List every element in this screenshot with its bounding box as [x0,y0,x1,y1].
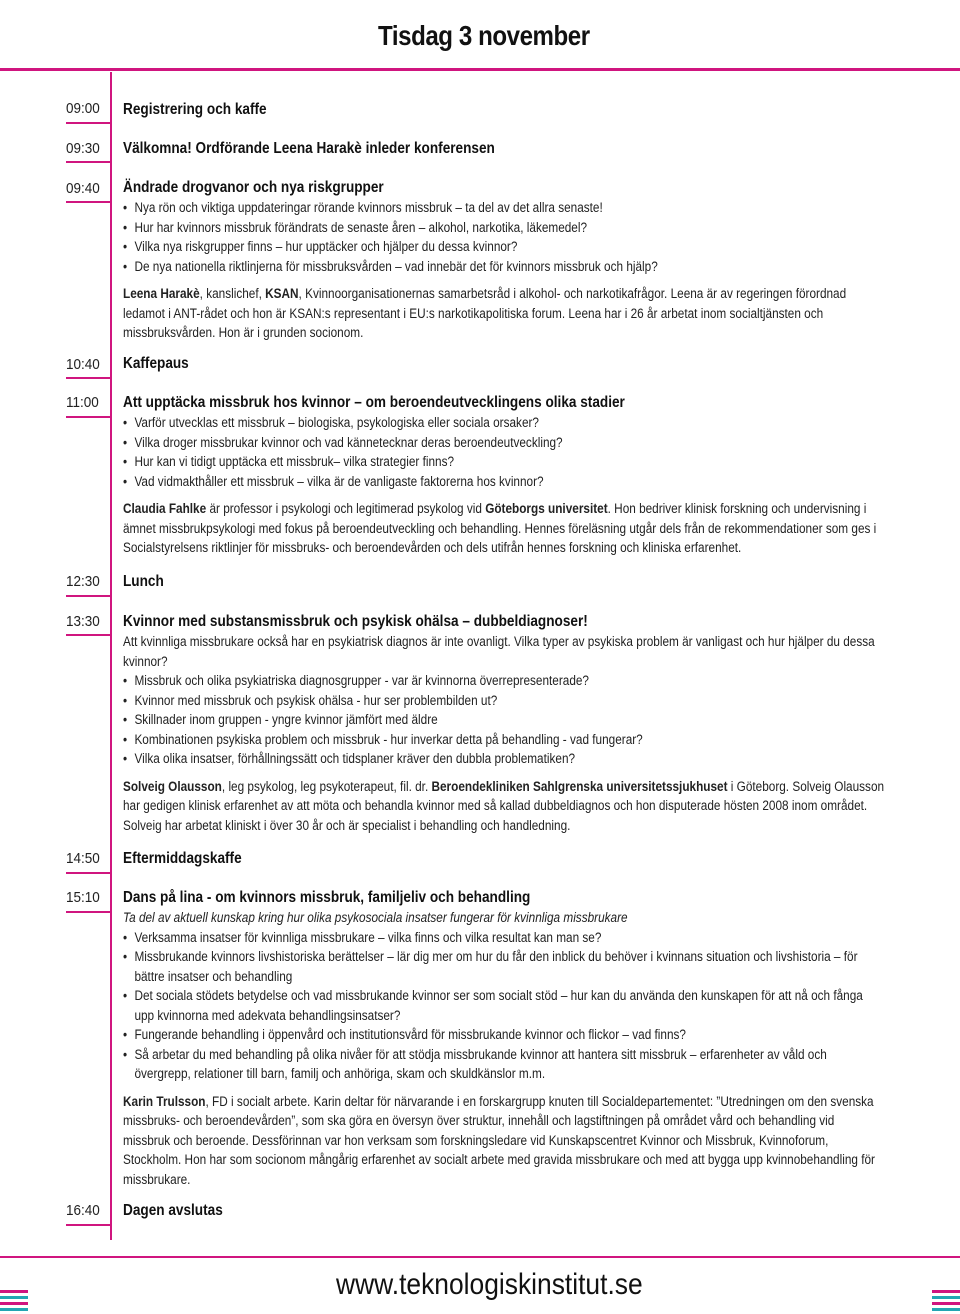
list-item: • Missbrukande kvinnors livshistoriska berättelser – lär dig mer om hur du får den inblick du behöver i kvinnans situation och livshistoria – för bättre insatser och behandling [123,947,884,986]
list-item: • Varför utvecklas ett missbruk – biologiska, psykologiska eller sociala orsaker? [123,413,884,433]
speaker-bio: Claudia Fahlke är professor i psykologi och legitimerad psykolog vid Göteborgs universitet. Hon bedriver klinisk forskning och undervisning i ämnet missbrukpsykologi med fokus på beroendeutveckling och behandling. Hennes föreläsning utgår dels från de rekommendationer som ges i Socialstyrelsens riktlinjer för missbruks- och beroendevården och dels utifrån hennes forskning och kliniska erfarenhet. [123,501,877,555]
session-intro: Ta del av aktuell kunskap kring hur olika psykosociala insatser fungerar för kvinnliga missbrukare [123,910,628,925]
session-heading: Kvinnor med substansmissbruk och psykisk ohälsa – dubbeldiagnoser! [123,613,588,630]
session-heading: Välkomna! Ordförande Leena Harakè inleder konferensen [123,140,495,157]
time-underline [66,122,110,124]
speaker-name: Karin Trulsson [123,1093,206,1109]
list-item: • Kombinationen psykiska problem och missbruk - hur inverkar detta på behandling - vad fungerar? [123,730,884,750]
list-item: • Vilka nya riskgrupper finns – hur upptäcker och hjälper du dessa kvinnor? [123,237,884,257]
session-heading: Att upptäcka missbruk hos kvinnor – om beroendeutvecklingens olika stadier [123,394,625,411]
time-underline [66,201,110,203]
time-label: 15:10 [66,889,100,906]
list-item: • Så arbetar du med behandling på olika nivåer för att stödja missbrukande kvinnor att hantera sitt missbruk – erfarenheter av våld och övergrepp, relationer till barn, familj och anhöriga, skam och skuldkänslor m.m. [123,1045,884,1084]
time-underline [66,416,110,418]
session-heading: Registrering och kaffe [123,101,267,118]
time-underline [66,911,110,913]
time-label: 09:40 [66,180,100,197]
header [0,0,960,68]
list-item: • De nya nationella riktlinjerna för missbruksvården – vad innebär det för kvinnors missbruk och hjälp? [123,257,884,277]
session-heading: Ändrade drogvanor och nya riskgrupper [123,179,384,196]
time-underline [66,872,110,874]
corner-decoration-bottom-left [0,1280,28,1314]
time-underline [66,634,110,636]
speaker-bio: Leena Harakè, kanslichef, KSAN, Kvinnoorganisationernas samarbetsråd i alkohol- och narkotikafrågor. Leena är av regeringen förordnad ledamot i ANT-rådet och hon är KSAN:s representant i EU:s narkotikapolitiska forum. Leena har i 26 år arbetat inom socialtjänsten och missbruksvården. Hon är i grunden socionom. [123,286,847,340]
list-item: • Missbruk och olika psykiatriska diagnosgrupper - var är kvinnorna överrepresenterade? [123,671,884,691]
session-heading: Dans på lina - om kvinnors missbruk, familjeliv och behandling [123,889,531,906]
time-underline [66,1224,110,1226]
speaker-name: Leena Harakè [123,286,200,301]
time-label: 10:40 [66,356,100,373]
time-label: 11:00 [66,394,99,411]
list-item: • Fungerande behandling i öppenvård och institutionsvård för missbrukande kvinnor och flickor – vad finns? [123,1025,884,1045]
time-label: 09:00 [66,100,100,117]
footer-divider [0,1256,960,1258]
schedule-item [123,178,920,343]
time-label: 14:50 [66,850,100,867]
speaker-org: Beroendekliniken Sahlgrenska universitetssjukhuset [431,778,728,794]
list-item: • Hur har kvinnors missbruk förändrats de senaste åren – alkohol, narkotika, läkemedel? [123,218,884,238]
header-divider [0,68,960,71]
schedule-item [123,393,920,558]
speaker-bio: Solveig Olausson, leg psykolog, leg psykoterapeut, fil. dr. Beroendekliniken Sahlgrenska universitetssjukhuset i Göteborg. Solveig Olausson har gedigen klinisk erfarenhet av att möta och behandla kvinnor med så kallad dubbeldiagnos och hon disputerade hösten 2008 inom området. Solveig har arbetat kliniskt i över 30 år och är specialist i behandling och handledning. [123,778,885,833]
timeline-divider [110,72,112,1240]
schedule-item [123,100,920,120]
speaker-name: Solveig Olausson [123,778,222,794]
schedule-item [123,139,920,159]
footer-url[interactable]: www.teknologiskinstitut.se [336,1268,643,1301]
schedule-item [123,1201,920,1221]
list-item: • Vad vidmakthåller ett missbruk – vilka är de vanligaste faktorerna hos kvinnor? [123,472,884,492]
list-item: • Vilka droger missbrukar kvinnor och vad kännetecknar deras beroendeutveckling? [123,433,884,453]
time-label: 09:30 [66,140,100,157]
session-heading: Kaffepaus [123,355,189,372]
list-item: • Hur kan vi tidigt upptäcka ett missbruk– vilka strategier finns? [123,452,884,472]
list-item: • Verksamma insatser för kvinnliga missbrukare – vilka finns och vilka resultat kan man se? [123,928,884,948]
session-intro: Att kvinnliga missbrukare också har en psykiatrisk diagnos är inte ovanligt. Vilka typer av psykiska problem är vanligast och hur hjälper du dessa kvinnor? [123,634,875,669]
schedule-item [123,849,920,869]
schedule-item [123,354,920,374]
time-underline [66,377,110,379]
list-item: • Nya rön och viktiga uppdateringar rörande kvinnors missbruk – ta del av det allra senaste! [123,198,884,218]
time-underline [66,595,110,597]
time-label: 16:40 [66,1202,100,1219]
list-item: • Vilka olika insatser, förhållningssätt och tidsplaner kräver den dubbla problematiken? [123,749,884,769]
speaker-org: Göteborgs universitet [485,501,608,516]
page-title: Tisdag 3 november [378,20,590,51]
corner-decoration-bottom-right [932,1280,960,1314]
schedule-item [123,572,920,592]
list-item: • Skillnader inom gruppen - yngre kvinnor jämfört med äldre [123,710,884,730]
time-label: 12:30 [66,573,100,590]
speaker-name: Claudia Fahlke [123,501,207,516]
speaker-org: KSAN [265,286,299,301]
session-heading: Eftermiddagskaffe [123,850,242,867]
schedule-item [123,888,920,1189]
session-heading: Lunch [123,573,164,590]
schedule-item [123,612,920,835]
time-label: 13:30 [66,613,100,630]
session-heading: Dagen avslutas [123,1202,223,1219]
time-underline [66,161,110,163]
list-item: • Kvinnor med missbruk och psykisk ohälsa - hur ser problembilden ut? [123,691,884,711]
list-item: • Det sociala stödets betydelse och vad missbrukande kvinnor ser som socialt stöd – hur kan du använda den kunskapen för att nå och fånga upp kvinnorna med adekvata behandlingsinsatser? [123,986,884,1025]
speaker-bio: Karin Trulsson, FD i socialt arbete. Karin deltar för närvarande i en forskargrupp knuten till Socialdepartementet: ”Utredningen om den svenska missbruks- och beroendevården”, som ska göra en översyn över struktur, innehåll och lagstiftningen på området vård och behandling vid missbruk och beroende. Dessförinnan var hon verksam som forskningsledare vid Kunskapscentret Kvinnor och Missbruk, Kvinnoforum, Stockholm. Hon har som socionom mångårig erfarenhet av socialt arbete med gravida missbrukare och med att bygga upp kvinnobehandling för missbrukare. [123,1093,875,1187]
